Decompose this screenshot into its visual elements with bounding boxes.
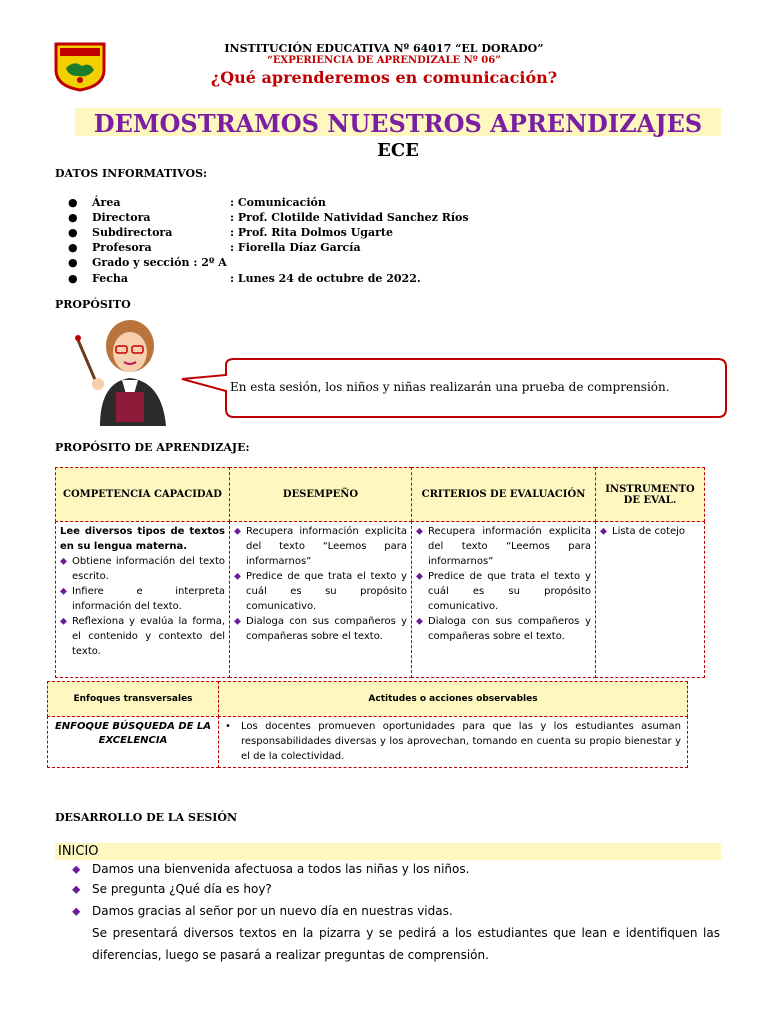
list-item: ⬥ Predice de que trata el texto y cuál es su propósito comunicativo. — [416, 571, 591, 612]
list-item: ⬥ Dialoga con sus compañeros y compañeras sobre el texto. — [416, 616, 591, 642]
bullet-icon: ● — [68, 196, 78, 209]
pencil-bullet-icon: ⬥ — [72, 904, 81, 918]
page-title: DEMOSTRAMOS NUESTROS APRENDIZAJES — [93, 109, 703, 138]
info-key: Subdirectora — [92, 226, 173, 239]
pencil-bullet-icon: ⬥ — [60, 586, 67, 597]
competencia-cell — [55, 521, 230, 678]
header-desempeno: DESEMPEÑO — [229, 467, 412, 522]
list-item: ⬥ Reflexiona y evalúa la forma, el contenido y contexto del texto. — [60, 616, 225, 657]
info-key: Fecha — [92, 272, 129, 285]
pencil-bullet-icon: ⬥ — [60, 556, 67, 567]
info-value: : Comunicación — [230, 196, 326, 209]
actitud-text: Los docentes promueven oportunidades para que las y los estudiantes asuman responsabilidades diversas y los aprovechan, tomando en cuenta su propio bienestar y el de la colectividad. — [241, 721, 681, 762]
info-value: : Fiorella Díaz García — [230, 241, 361, 254]
pencil-bullet-icon: ⬥ — [234, 526, 241, 537]
bullet-icon: • — [225, 721, 231, 732]
desempeno-cell — [229, 521, 412, 678]
aprendizaje-heading: PROPÓSITO DE APRENDIZAJE: — [55, 441, 250, 454]
info-key: Profesora — [92, 241, 152, 254]
bullet-icon: ● — [68, 272, 78, 285]
list-item: ⬥ Infiere e interpreta información del texto. — [60, 586, 225, 612]
pencil-bullet-icon: ⬥ — [60, 616, 67, 627]
info-key: Área — [92, 196, 121, 209]
header-instrumento: INSTRUMENTO DE EVAL. — [595, 467, 705, 522]
header-criterios: CRITERIOS DE EVALUACIÓN — [411, 467, 596, 522]
info-key: Directora — [92, 211, 151, 224]
competencia-title: Lee diversos tipos de textos en su lengua materna. — [60, 526, 225, 552]
list-item: ⬥ Dialoga con sus compañeros y compañeras sobre el texto. — [234, 616, 407, 642]
info-value: : Lunes 24 de octubre de 2022. — [230, 272, 421, 285]
bullet-icon: ● — [68, 226, 78, 239]
pencil-bullet-icon: ⬥ — [416, 616, 423, 627]
enfoque-cell: ENFOQUE BÚSQUEDA DE LA EXCELENCIA — [47, 716, 219, 768]
pencil-bullet-icon: ⬥ — [234, 571, 241, 582]
pencil-bullet-icon: ⬥ — [72, 862, 81, 876]
list-item: ⬥ Recupera información explicita del texto “Leemos para informarnos” — [416, 526, 591, 567]
header-actitudes: Actitudes o acciones observables — [218, 681, 688, 717]
list-item: ⬥ Damos una bienvenida afectuosa a todos las niñas y los niños. — [72, 859, 469, 880]
list-item: ⬥ Lista de cotejo — [600, 526, 686, 537]
list-item: ⬥ Se pregunta ¿Qué día es hoy? — [72, 879, 272, 900]
inicio-heading: INICIO — [58, 844, 99, 859]
info-value: : Prof. Clotilde Natividad Sanchez Ríos — [230, 211, 469, 224]
pencil-bullet-icon: ⬥ — [416, 526, 423, 537]
pencil-bullet-icon: ⬥ — [234, 616, 241, 627]
list-item: ⬥ Recupera información explicita del texto “Leemos para informarnos” — [234, 526, 407, 567]
inicio-bar — [55, 843, 721, 860]
bullet-icon: ● — [68, 211, 78, 224]
info-value: : Prof. Rita Dolmos Ugarte — [230, 226, 393, 239]
instrumento-cell — [595, 521, 705, 678]
actitud-cell — [218, 716, 688, 768]
proposito-heading: PROPÓSITO — [55, 298, 131, 311]
datos-heading: DATOS INFORMATIVOS: — [55, 167, 208, 180]
header-enfoques: Enfoques transversales — [47, 681, 219, 717]
pencil-bullet-icon: ⬥ — [600, 526, 607, 537]
info-key: Grado y sección : 2º A — [92, 256, 227, 269]
bullet-icon: ● — [68, 256, 78, 269]
inicio-paragraph: Se presentará diversos textos en la pizarra y se pedirá a los estudiantes que lean e identifiquen las diferencias, luego se pasará a realizar preguntas de comprensión. — [92, 926, 720, 962]
page-subtitle: ECE — [377, 140, 419, 161]
experience-title: “EXPERIENCIA DE APRENDIZALE Nº 06” — [267, 55, 501, 66]
teacher-illustration — [70, 312, 180, 426]
desarrollo-heading: DESARROLLO DE LA SESIÓN — [55, 811, 238, 824]
pencil-bullet-icon: ⬥ — [72, 882, 81, 896]
list-item: ⬥ Obtiene información del texto escrito. — [60, 556, 225, 582]
school-logo — [52, 40, 108, 92]
page-question: ¿Qué aprenderemos en comunicación? — [210, 68, 558, 87]
bullet-icon: ● — [68, 241, 78, 254]
list-item: ⬥ Damos gracias al señor por un nuevo día en nuestras vidas. — [72, 901, 453, 922]
pencil-bullet-icon: ⬥ — [416, 571, 423, 582]
list-item: ⬥ Predice de que trata el texto y cuál es su propósito comunicativo. — [234, 571, 407, 612]
header-competencia: COMPETENCIA CAPACIDAD — [55, 467, 230, 522]
criterios-cell — [411, 521, 596, 678]
proposito-text: En esta sesión, los niños y niñas realizarán una prueba de comprensión. — [230, 380, 670, 394]
school-name: INSTITUCIÓN EDUCATIVA Nº 64017 “EL DORADO” — [224, 42, 544, 55]
